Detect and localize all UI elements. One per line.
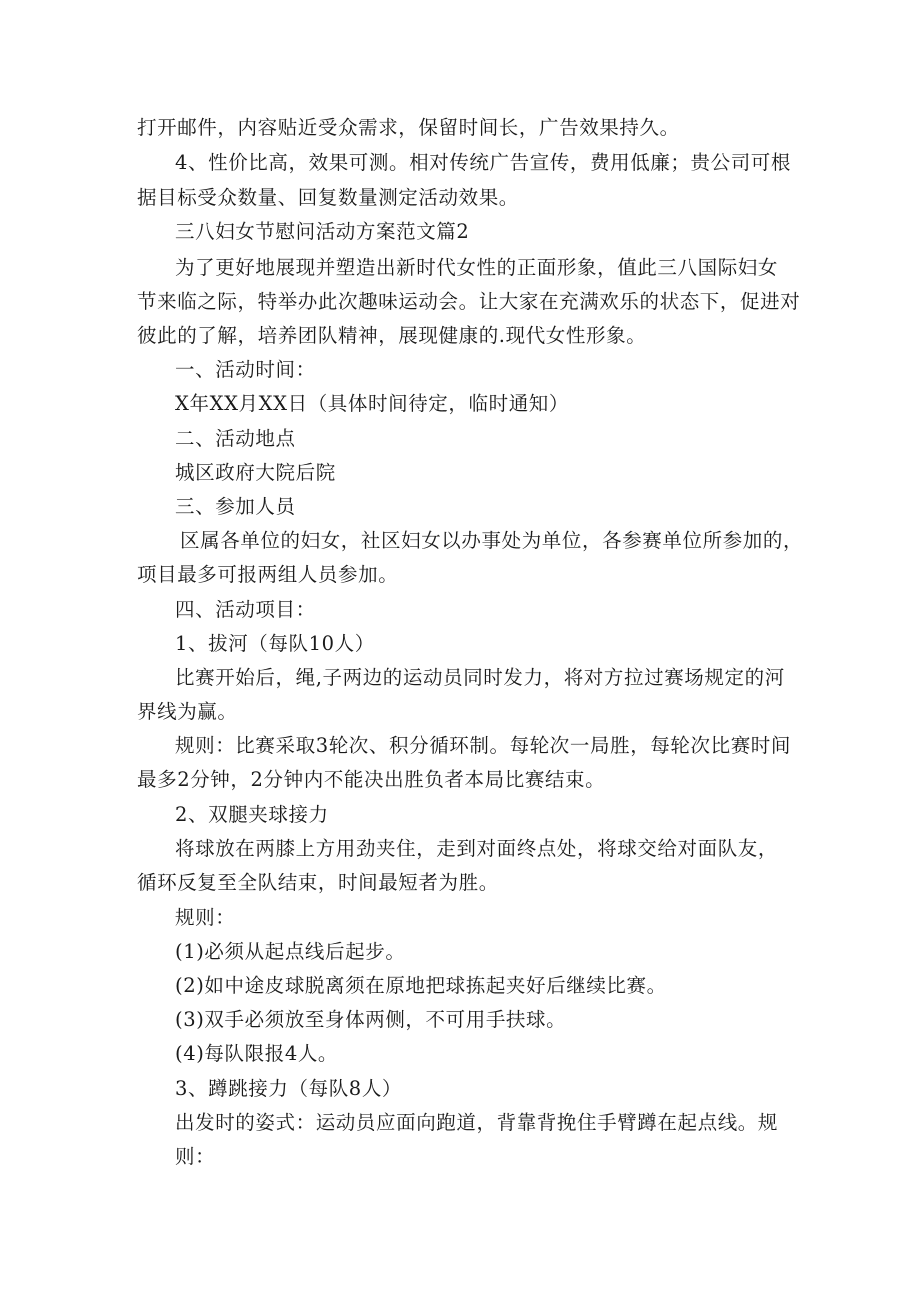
text-line-13: 区属各单位的妇女，社区妇女以办事处为单位，各参赛单位所参加的，	[180, 529, 804, 552]
text-line-14: 项目最多可报两组人员参加。	[137, 563, 399, 586]
heading-activity-location: 二、活动地点	[175, 427, 296, 450]
text-line-1: 打开邮件，内容贴近受众需求，保留时间长，广告效果持久。	[137, 116, 680, 139]
text-line-19: 规则：比赛采取3轮次、积分循环制。每轮次一局胜，每轮次比赛时间	[175, 734, 792, 757]
text-line-3: 据目标受众数量、回复数量测定活动效果。	[137, 186, 519, 209]
heading-participants: 三、参加人员	[175, 495, 296, 518]
text-line-7: 彼此的了解，培养团队精神，展现健康的.现代女性形象。	[137, 324, 647, 347]
text-line-20: 最多2分钟，2分钟内不能决出胜负者本局比赛结束。	[137, 768, 606, 791]
rule-3: (3)双手必须放至身体两侧，不可用手扶球。	[175, 1008, 567, 1031]
text-line-22: 将球放在两膝上方用劲夹住，走到对面终点处，将球交给对面队友，	[175, 837, 779, 860]
text-line-17: 比赛开始后，绳,子两边的运动员同时发力，将对方拉过赛场规定的河	[175, 666, 785, 689]
heading-activity-items: 四、活动项目：	[175, 598, 316, 621]
item-heading-2: 2、双腿夹球接力	[175, 803, 329, 826]
text-line-11: 城区政府大院后院	[175, 461, 336, 484]
rule-2: (2)如中途皮球脱离须在原地把球拣起夹好后继续比赛。	[175, 974, 667, 997]
section-heading: 三八妇女节慰问活动方案范文篇2	[175, 220, 470, 243]
rules-heading: 规则：	[175, 906, 236, 929]
text-line-18: 界线为赢。	[137, 700, 238, 723]
text-line-23: 循环反复至全队结束，时间最短者为胜。	[137, 871, 499, 894]
item-heading-3: 3、蹲跳接力（每队8人）	[175, 1077, 403, 1100]
text-line-31: 则：	[175, 1145, 216, 1168]
item-heading-1: 1、拔河（每队10人）	[175, 632, 375, 655]
text-line-9: X年XX月XX日（具体时间待定，临时通知）	[175, 392, 570, 415]
text-line-2: 4、性价比高，效果可测。相对传统广告宣传，费用低廉；贵公司可根	[175, 151, 792, 174]
heading-activity-time: 一、活动时间：	[175, 358, 316, 381]
text-line-6: 节来临之际，特举办此次趣味运动会。让大家在充满欢乐的状态下，促进对	[137, 290, 801, 313]
rule-4: (4)每队限报4人。	[175, 1042, 339, 1065]
rule-1: (1)必须从起点线后起步。	[175, 940, 406, 963]
text-line-5: 为了更好地展现并塑造出新时代女性的正面形象，值此三八国际妇女	[175, 256, 779, 279]
text-line-30: 出发时的姿式：运动员应面向跑道，背靠背挽住手臂蹲在起点线。规	[175, 1111, 779, 1134]
